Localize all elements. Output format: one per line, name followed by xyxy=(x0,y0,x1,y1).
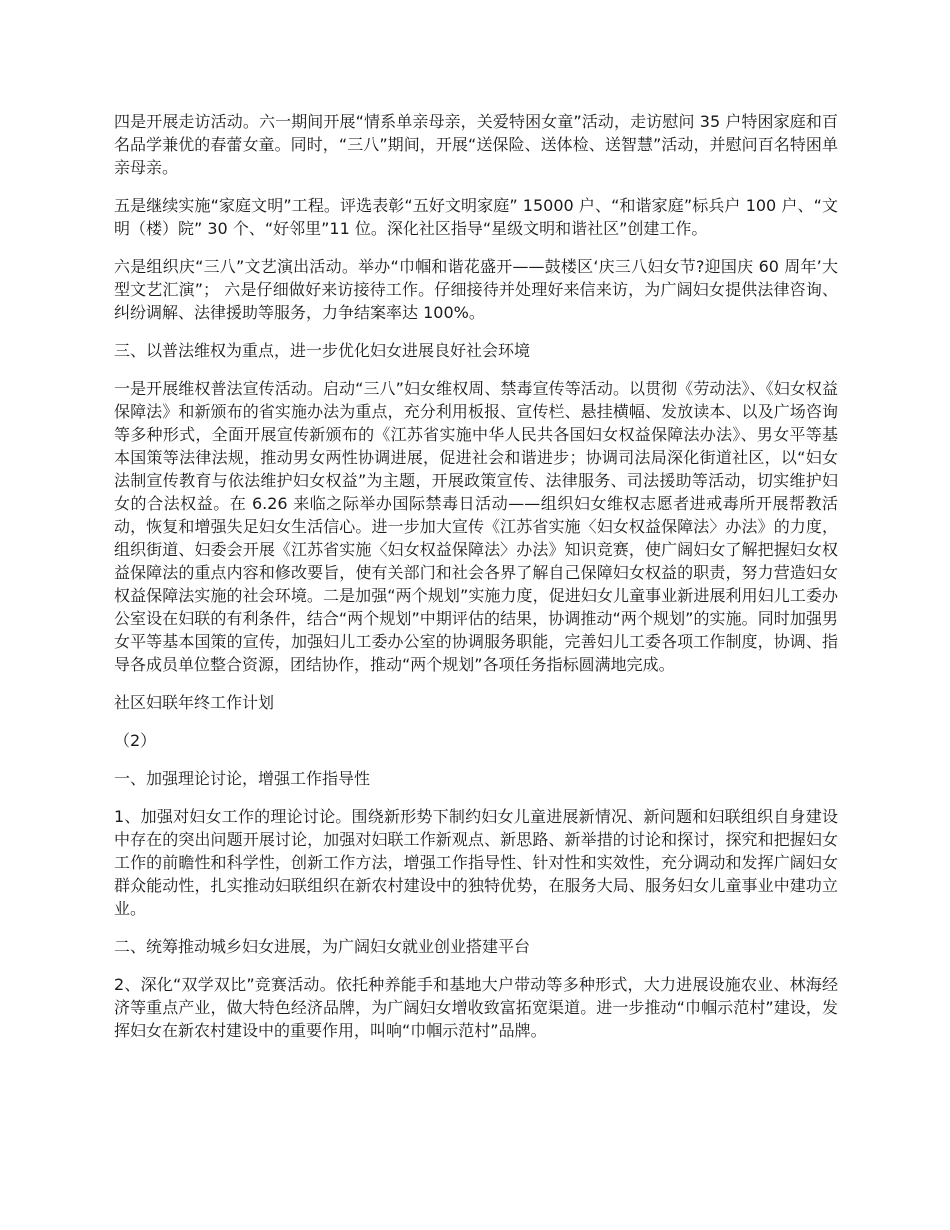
paragraph-family-civilization: 五是继续实施“家庭文明”工程。评选表彰“五好文明家庭” 15000 户、“和谐家庭”标兵户 100 户、“文明（楼）院” 30 个、“好邻里”11 位。深化社区指导“星级文明和谐社区”创建工作。 xyxy=(114,196,838,238)
paragraph-performance: 六是组织庆“三八”文艺演出活动。举办“巾帼和谐花盛开——鼓楼区‘庆三八妇女节?迎国庆 60 周年’大型文艺汇演”； 六是仔细做好来访接待工作。仔细接待并处理好来信来访，为广阔妇女提供法律咨询、纠纷调解、法律援助等服务，力争结案率达 100%。 xyxy=(114,257,838,322)
document-body xyxy=(114,110,838,1057)
paragraph-theory-discussion: 1、加强对妇女工作的理论讨论。围绕新形势下制约妇女儿童进展新情况、新问题和妇联组织自身建设中存在的突出问题开展讨论，加强对妇联工作新观点、新思路、新举措的讨论和探讨，探究和把握妇女工作的前瞻性和科学性，创新工作方法，增强工作指导性、针对性和实效性，充分调动和发挥广阔妇女群众能动性，扎实推动妇联组织在新农村建设中的独特优势，在服务大局、服务妇女儿童事业中建功立业。 xyxy=(114,807,838,918)
paragraph-competition: 2、深化“双学双比”竞赛活动。依托种养能手和基地大户带动等多种形式，大力进展设施农业、林海经济等重点产业，做大特色经济品牌，为广阔妇女增收致富拓宽渠道。进一步推动“巾帼示范村”建设，发挥妇女在新农村建设中的重要作用，叫响“巾帼示范村”品牌。 xyxy=(114,975,838,1040)
document-title: 社区妇联年终工作计划 xyxy=(114,693,275,712)
part-number: （2） xyxy=(114,731,157,750)
paragraph-legal-publicity: 一是开展维权普法宣传活动。启动“三八”妇女维权周、禁毒宣传等活动。以贯彻《劳动法》、《妇女权益保障法》和新颁布的省实施办法为重点，充分利用板报、宣传栏、悬挂横幅、发放读本、以及广场咨询等多种形式，全面开展宣传新颁布的《江苏省实施中华人民共各国妇女权益保障法办法》、男女平等基本国策等法律法规，推动男女两性协调进展，促进社会和谐进步；协调司法局深化街道社区，以“妇女法制宣传教育与依法维护妇女权益”为主题，开展政策宣传、法律服务、司法援助等活动，切实维护妇女的合法权益。在 6.26 来临之际举办国际禁毒日活动——组织妇女维权志愿者进戒毒所开展帮教活动，恢复和增强失足妇女生活信心。进一步加大宣传《江苏省实施〈妇女权益保障法〉办法》的力度，组织街道、妇委会开展《江苏省实施〈妇女权益保障法〉办法》知识竞赛，使广阔妇女了解把握妇女权益保障法的重点内容和修改要旨，使有关部门和社会各界了解自己保障妇女权益的职责，努力营造妇女权益保障法实施的社会环境。二是加强“两个规划”实施力度，促进妇女儿童事业新进展利用妇儿工委办公室设在妇联的有利条件，结合“两个规划”中期评估的结果，协调推动“两个规划”的实施。同时加强男女平等基本国策的宣传，加强妇儿工委办公室的协调服务职能，完善妇儿工委各项工作制度，协调、指导各成员单位整合资源，团结协作，推动“两个规划”各项任务指标圆满地完成。 xyxy=(114,379,838,674)
section-heading-theory: 一、加强理论讨论，增强工作指导性 xyxy=(114,769,371,788)
section-heading-urban-rural: 二、统筹推动城乡妇女进展，为广阔妇女就业创业搭建平台 xyxy=(114,937,531,956)
paragraph-visits: 四是开展走访活动。六一期间开展“情系单亲母亲，关爱特困女童”活动，走访慰问 35 户特困家庭和百名品学兼优的春蕾女童。同时，“三八”期间，开展“送保险、送体检、送智慧”活动，并慰问百名特困单亲母亲。 xyxy=(114,112,838,177)
section-heading-legal-rights: 三、以普法维权为重点，进一步优化妇女进展良好社会环境 xyxy=(114,341,531,360)
